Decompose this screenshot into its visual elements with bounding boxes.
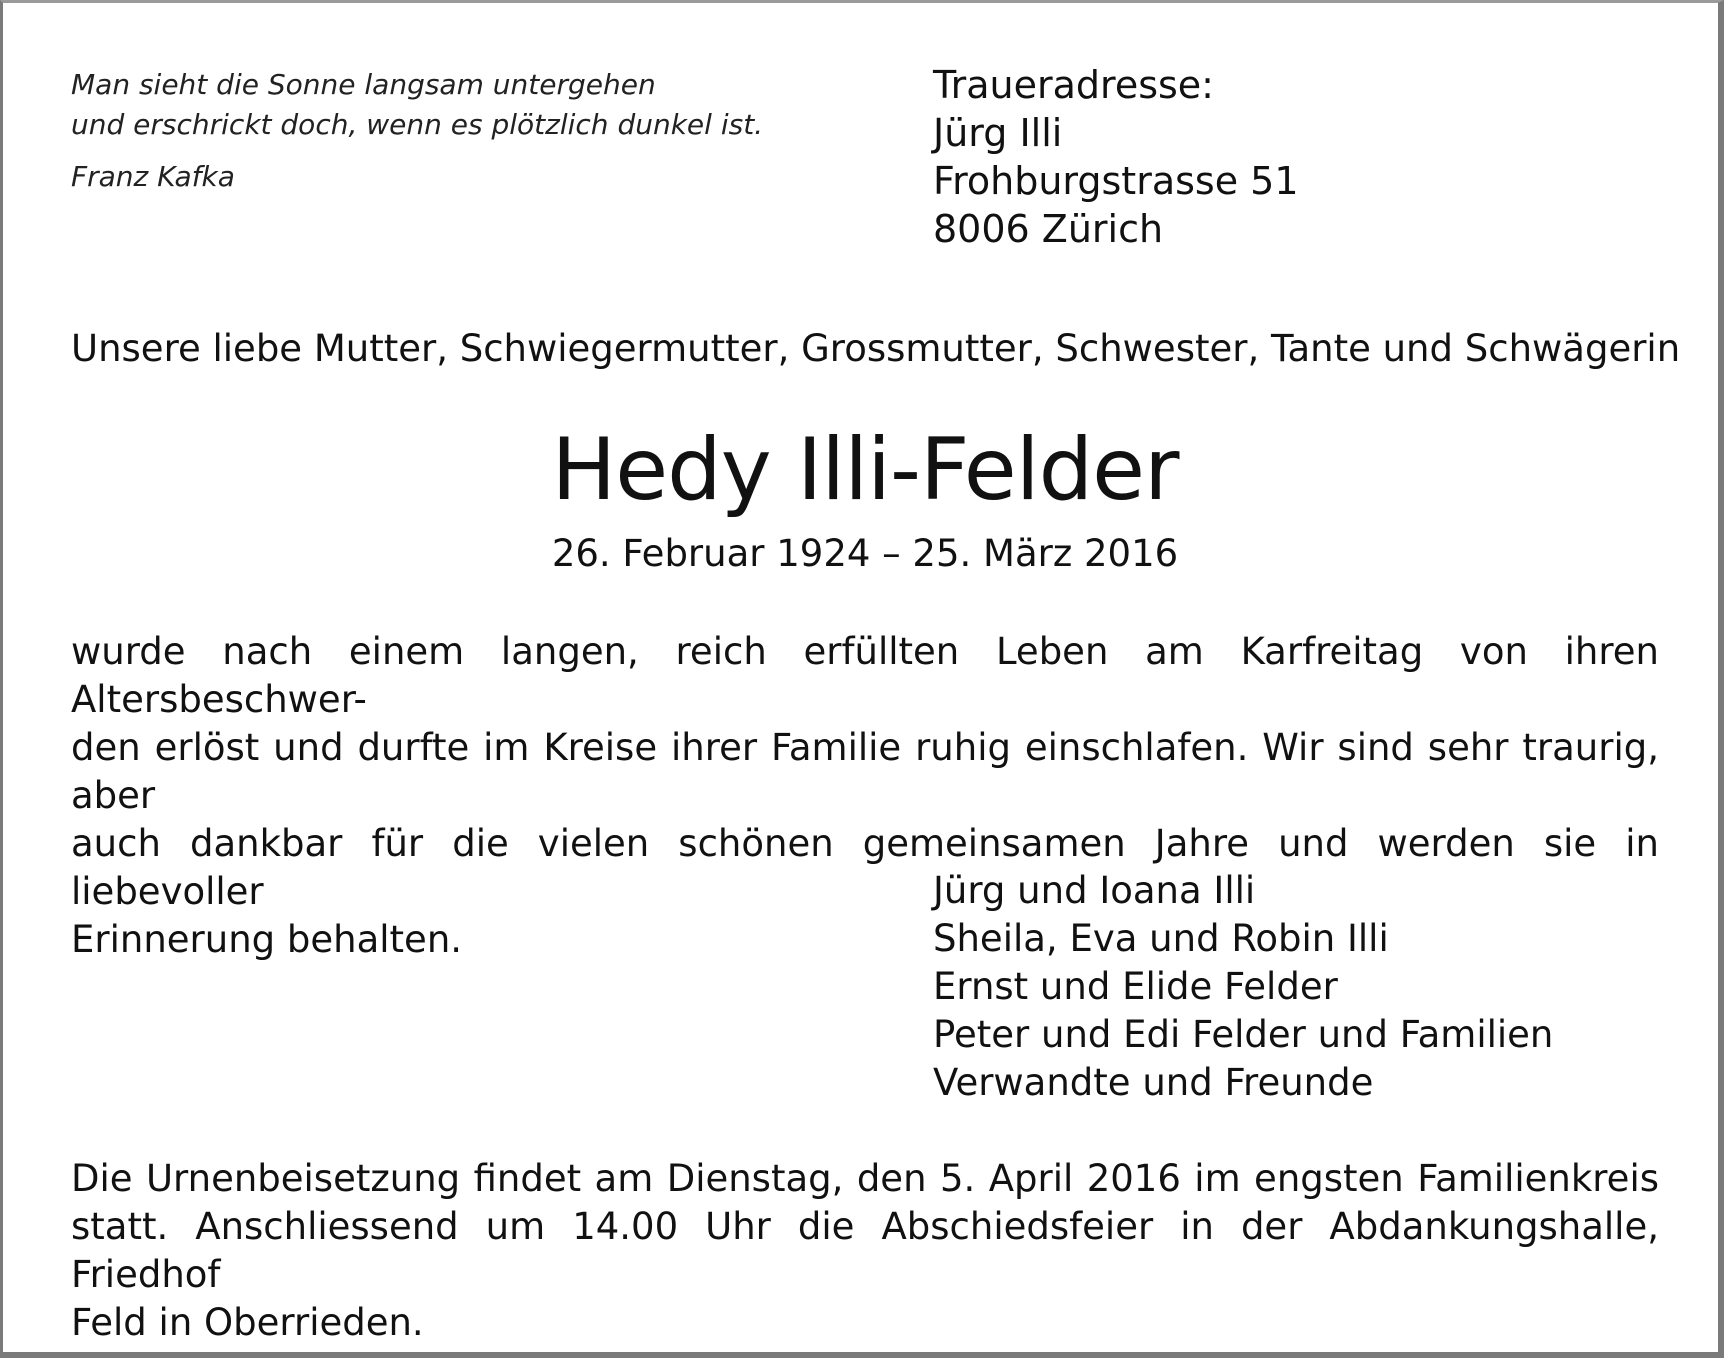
life-dates: 26. Februar 1924 – 25. März 2016 xyxy=(551,532,1179,575)
funeral-info-line: statt. Anschliessend um 14.00 Uhr die Abschiedsfeier in der Abdankungshalle, Friedhof xyxy=(71,1205,1659,1296)
kafka-quote xyxy=(71,65,831,197)
funeral-info-paragraph xyxy=(71,1155,1659,1347)
body-line: auch dankbar für die vielen schönen gemeinsamen Jahre und werden sie in liebevoller xyxy=(71,822,1659,913)
address-street: Frohburgstrasse 51 xyxy=(933,159,1299,203)
quote-line: Man sieht die Sonne langsam untergehen xyxy=(71,68,656,101)
intro-line: Unsere liebe Mutter, Schwiegermutter, Grossmutter, Schwester, Tante und Schwägerin xyxy=(71,327,1681,370)
mourner-line: Verwandte und Freunde xyxy=(933,1061,1374,1104)
address-city: 8006 Zürich xyxy=(933,207,1164,251)
funeral-info-line: Feld in Oberrieden. xyxy=(71,1301,424,1344)
funeral-info-line: Die Urnenbeisetzung findet am Dienstag, den 5. April 2016 im engsten Familienkreis xyxy=(71,1157,1659,1200)
mourning-address xyxy=(933,61,1633,253)
mourner-line: Peter und Edi Felder und Familien xyxy=(933,1013,1554,1056)
mourners-list xyxy=(933,867,1653,1107)
quote-line: und erschrickt doch, wenn es plötzlich dunkel ist. xyxy=(71,108,764,141)
body-line: wurde nach einem langen, reich erfüllten Leben am Karfreitag von ihren Altersbeschwer- xyxy=(71,630,1659,721)
mourner-line: Sheila, Eva und Robin Illi xyxy=(933,917,1389,960)
address-name: Jürg Illi xyxy=(933,111,1063,155)
quote-author: Franz Kafka xyxy=(71,160,235,193)
mourner-line: Jürg und Ioana Illi xyxy=(933,869,1256,912)
mourner-line: Ernst und Elide Felder xyxy=(933,965,1338,1008)
body-line: den erlöst und durfte im Kreise ihrer Familie ruhig einschlafen. Wir sind sehr traurig, aber xyxy=(71,726,1659,817)
deceased-name: Hedy Illi-Felder xyxy=(551,420,1179,520)
body-line: Erinnerung behalten. xyxy=(71,918,463,961)
address-heading: Traueradresse: xyxy=(933,63,1214,107)
